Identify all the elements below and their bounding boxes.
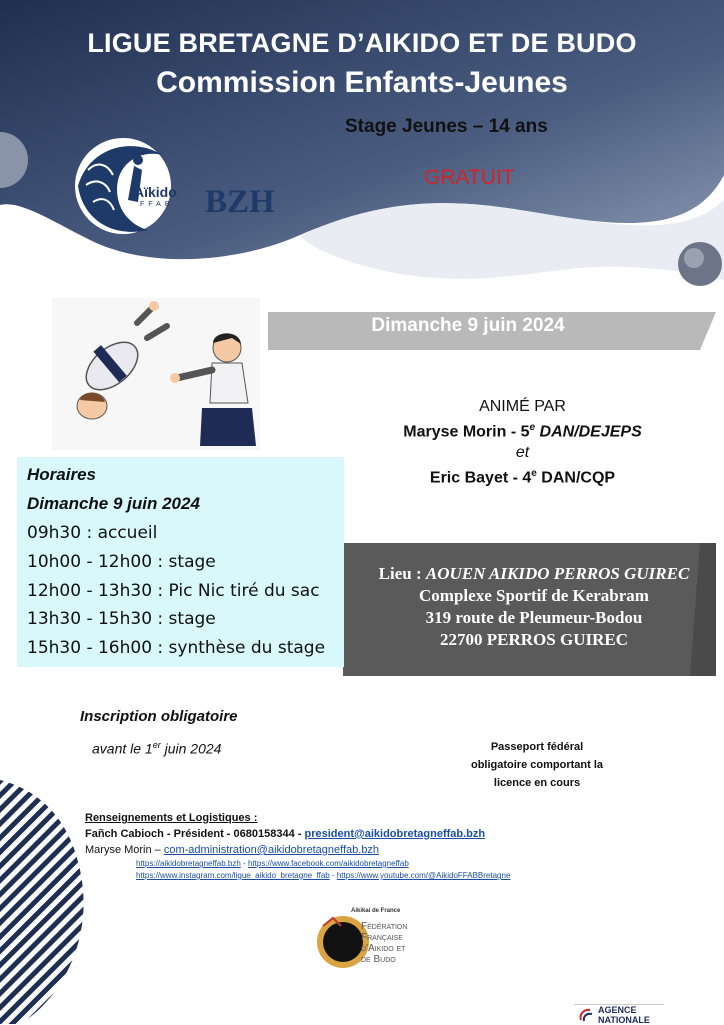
aikido-logo bbox=[68, 130, 198, 240]
venue-block bbox=[350, 563, 718, 651]
passport-line: obligatoire comportant la bbox=[470, 759, 603, 771]
logo-ffab-text: FFAB bbox=[140, 201, 174, 208]
schedule-line: 12h00 - 13h30 : Pic Nic tiré du sac bbox=[27, 581, 320, 601]
date-banner: Dimanche 9 juin 2024 bbox=[371, 315, 565, 336]
schedule-line: 13h30 - 15h30 : stage bbox=[27, 609, 216, 629]
instructor-2: Eric Bayet - 4e DAN/CQP bbox=[429, 468, 616, 487]
president-email-link[interactable]: president@aikidobretagneffab.bzh bbox=[304, 828, 486, 840]
logo-bzh-text: BZH bbox=[205, 184, 275, 220]
price-label: GRATUIT bbox=[424, 166, 515, 189]
league-title: LIGUE BRETAGNE D’AIKIDO ET DE BUDO bbox=[87, 28, 637, 58]
instructor-conj: et bbox=[515, 444, 530, 462]
contact-title: Renseignements et Logistiques : bbox=[85, 812, 258, 824]
web-links: https://aikidobretagneffab.bzh - https://www.facebook.com/aikidobretagneffab https://www.instagram.com/ligue_aikido_bretagne_ffab - https://www.youtube.com/@AikidoFFABBretagne bbox=[136, 859, 511, 880]
schedule-line: 15h30 - 16h00 : synthèse du stage bbox=[27, 638, 326, 658]
contact-line-1: Fañch Cabioch - Président - 0680158344 - president@aikidobretagneffab.bzh bbox=[85, 828, 486, 840]
inscription-title: Inscription obligatoire bbox=[80, 708, 238, 725]
passport-line: licence en cours bbox=[493, 777, 581, 789]
instructor-1: Maryse Morin - 5e DAN/DEJEPS bbox=[403, 422, 642, 441]
schedule-title: Horaires bbox=[27, 465, 96, 484]
instagram-link[interactable]: https://www.instagram.com/ligue_aikido_bretagne_ffab bbox=[136, 871, 330, 880]
ffab-aikikai: Aikikai de France bbox=[351, 908, 401, 914]
venue-club: Lieu : AOUEN AIKIDO PERROS GUIREC bbox=[378, 564, 690, 583]
schedule-box bbox=[17, 457, 344, 667]
venue-line1: Complexe Sportif de Kerabram bbox=[419, 586, 649, 605]
anime-label: ANIMÉ PAR bbox=[479, 398, 566, 415]
website-link[interactable]: https://aikidobretagneffab.bzh bbox=[136, 859, 241, 868]
schedule-line: 09h30 : accueil bbox=[27, 523, 158, 543]
passport-line: Passeport fédéral bbox=[490, 741, 584, 753]
contact-block bbox=[85, 810, 485, 858]
facebook-link[interactable]: https://www.facebook.com/aikidobretagneffab bbox=[247, 859, 409, 868]
passport-note bbox=[462, 738, 612, 792]
agence-text: AGENCE NATIONALE bbox=[598, 1005, 650, 1025]
ffab-text: Fédération Française d'Aikido et de Budo bbox=[361, 921, 408, 965]
agence-icon bbox=[578, 1006, 596, 1024]
schedule-line: 10h00 - 12h00 : stage bbox=[27, 552, 216, 572]
venue-line3: 22700 PERROS GUIREC bbox=[440, 630, 628, 649]
stage-title: Stage Jeunes – 14 ans bbox=[345, 116, 548, 137]
inscription-deadline: avant le 1er juin 2024 bbox=[92, 740, 222, 757]
schedule-date: Dimanche 9 juin 2024 bbox=[27, 494, 200, 513]
logo-aikido-text: Aïkido bbox=[134, 184, 177, 200]
aikido-kids-illustration bbox=[52, 298, 260, 450]
commission-title: Commission Enfants-Jeunes bbox=[156, 66, 568, 99]
youtube-link[interactable]: https://www.youtube.com/@AikidoFFABBretagne bbox=[336, 871, 511, 880]
instructors-block bbox=[370, 396, 675, 489]
venue-line2: 319 route de Pleumeur-Bodou bbox=[425, 608, 643, 627]
contact-line-2: Maryse Morin – com-administration@aikidobretagneffab.bzh bbox=[85, 844, 380, 856]
admin-email-link[interactable]: com-administration@aikidobretagneffab.bzh bbox=[163, 844, 380, 856]
